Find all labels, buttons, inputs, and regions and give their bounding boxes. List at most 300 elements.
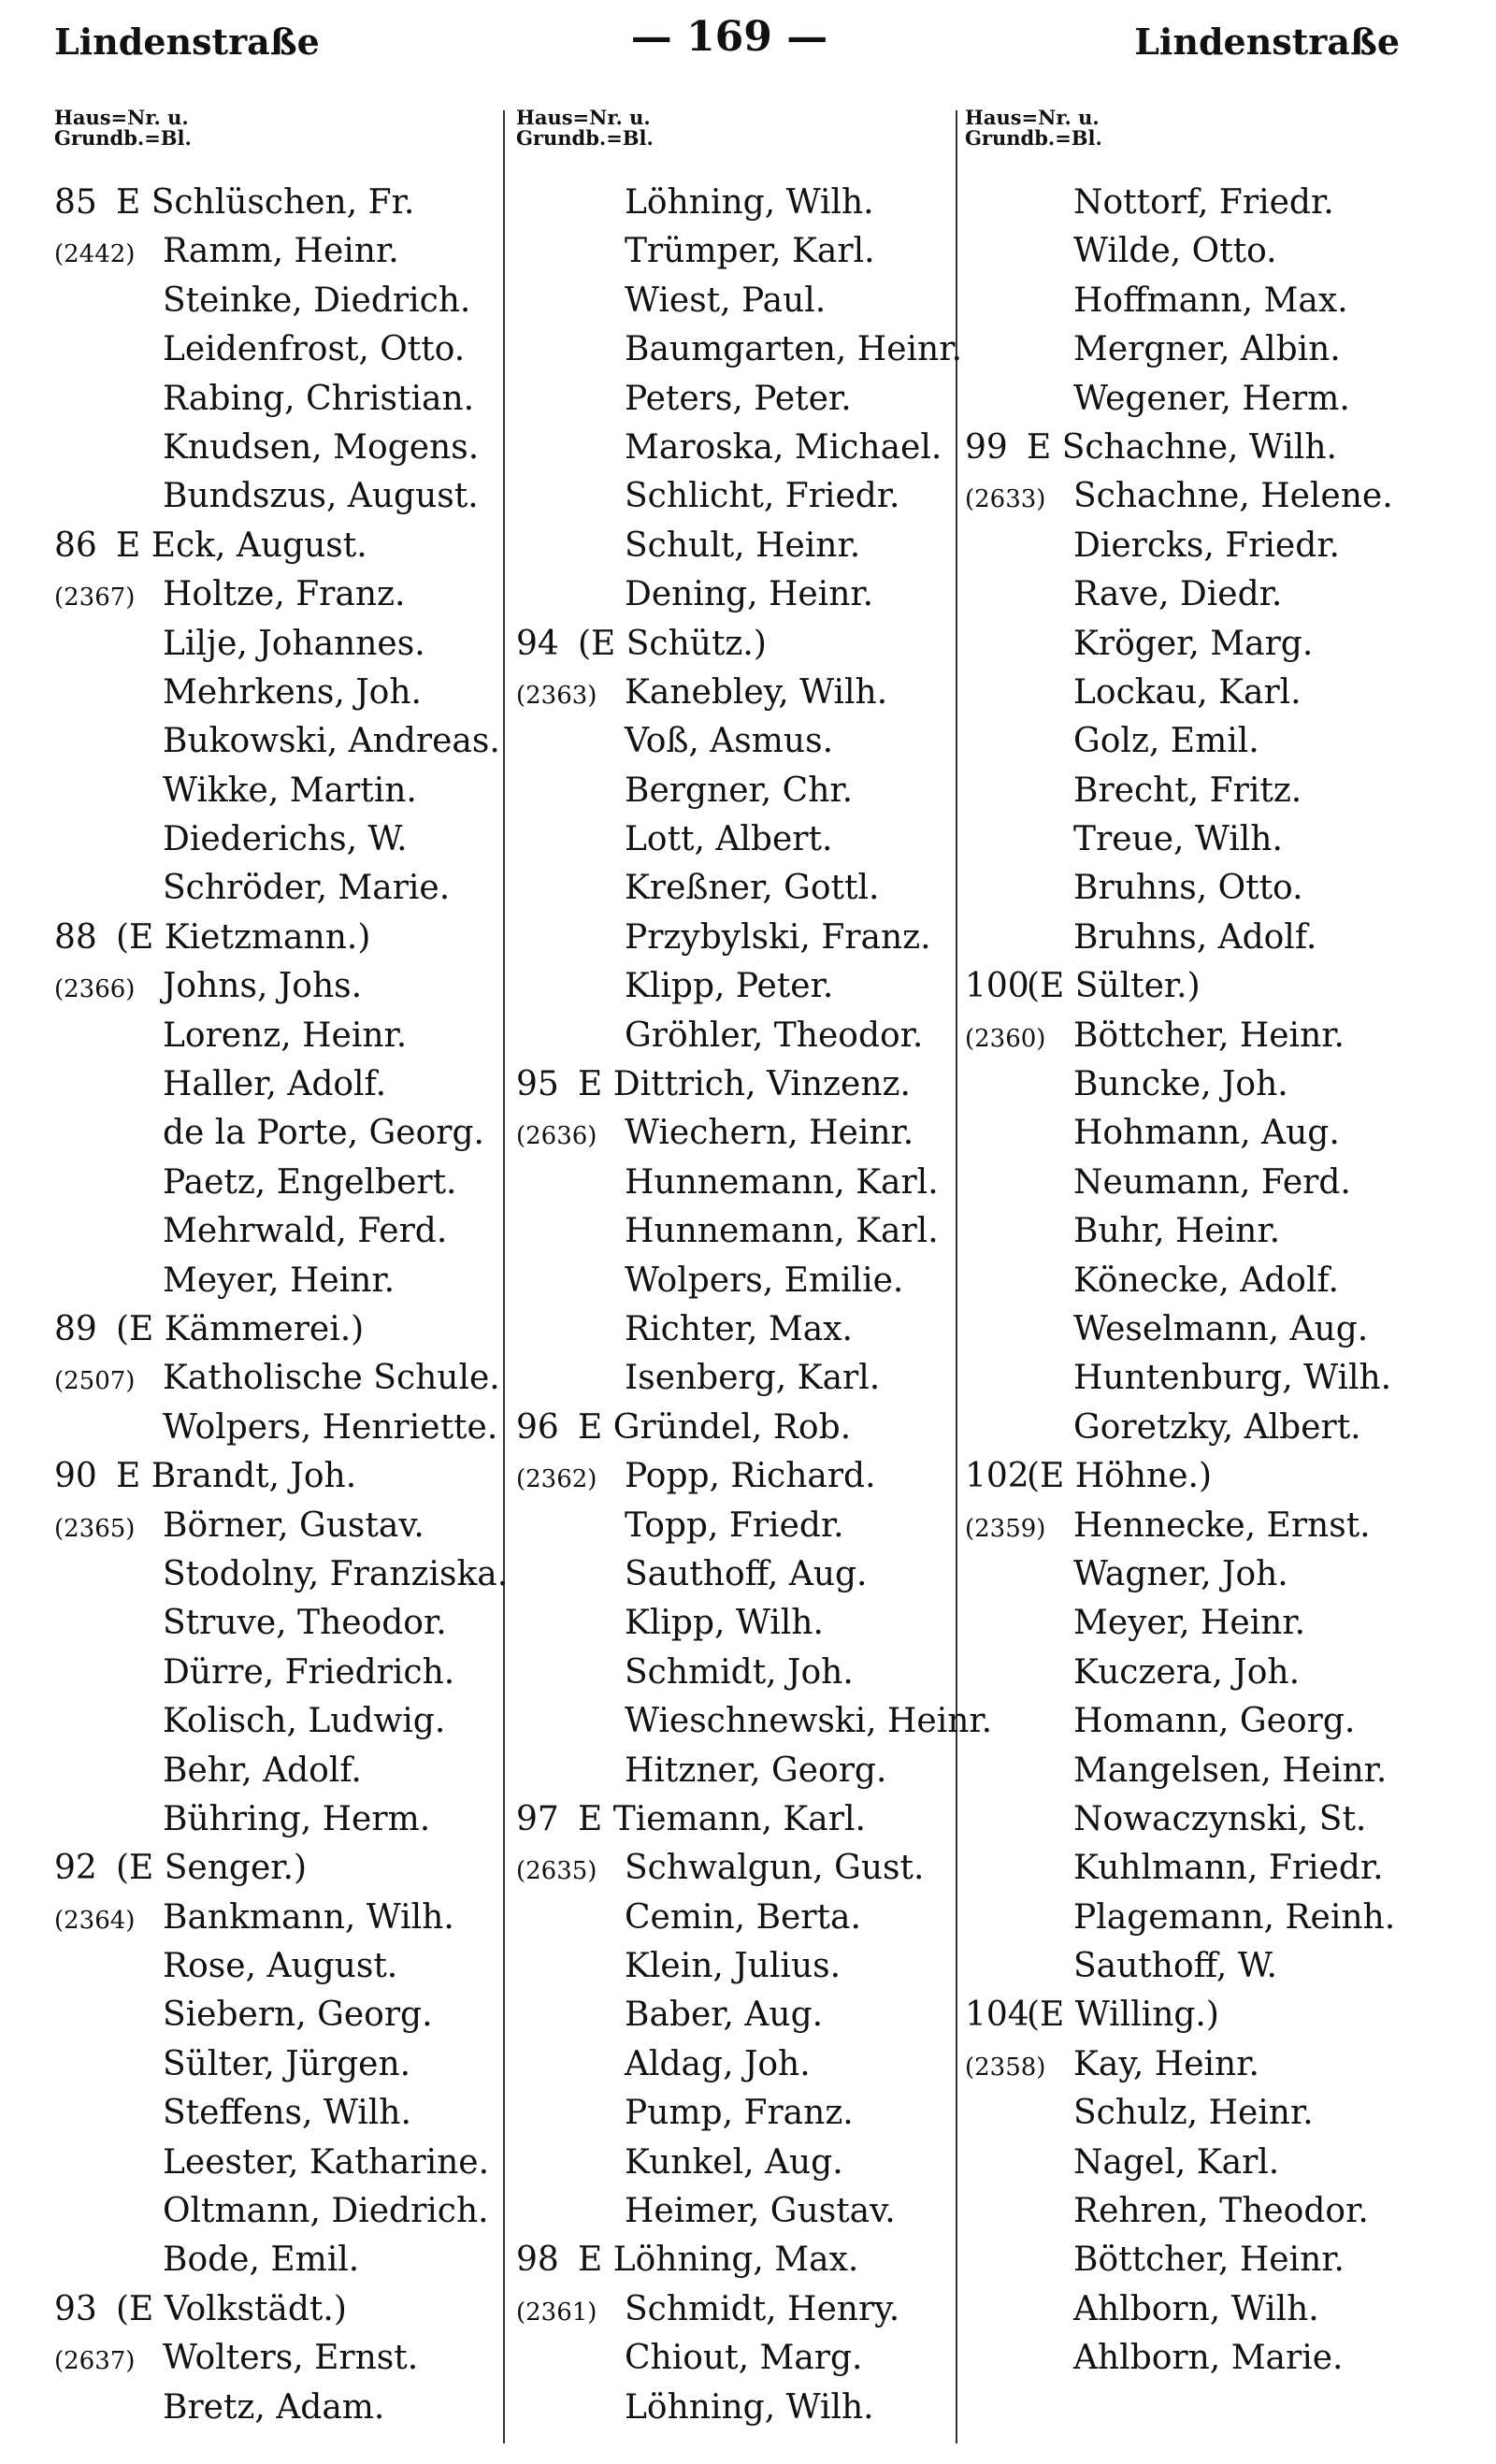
resident-name: Heimer, Gustav.	[625, 2192, 896, 2231]
resident-name: Lott, Albert.	[625, 820, 833, 859]
resident-entry	[516, 1942, 988, 1991]
resident-entry	[516, 1502, 988, 1550]
resident-entry	[54, 669, 512, 717]
resident-entry	[54, 2384, 512, 2432]
house-entry	[516, 1404, 988, 1452]
resident-name: Paetz, Engelbert.	[163, 1162, 457, 1202]
resident-name: Isenberg, Karl.	[625, 1359, 881, 1398]
resident-name: Stodolny, Franziska.	[163, 1554, 509, 1593]
grundbuch-number: (2360)	[965, 1024, 1046, 1053]
resident-entry	[54, 1599, 512, 1648]
resident-name: Kolisch, Ludwig.	[163, 1702, 446, 1741]
resident-entry	[516, 815, 988, 864]
resident-entry	[965, 2285, 1442, 2334]
resident-entry	[516, 962, 988, 1011]
resident-entry	[965, 570, 1442, 619]
resident-name: Voß, Asmus.	[625, 722, 834, 761]
resident-name: Kanebley, Wilh.	[625, 672, 888, 712]
house-number: 86	[54, 526, 97, 565]
resident-entry: Mergner, Albin.	[1073, 330, 1341, 369]
resident-name: Weselmann, Aug.	[1073, 1309, 1369, 1348]
grundbuch-number: (2507)	[54, 1367, 136, 1396]
resident-entry	[516, 1599, 988, 1648]
resident-name: Könecke, Adolf.	[1073, 1261, 1339, 1300]
resident-entry	[965, 717, 1442, 766]
house-number: 100	[965, 967, 1029, 1006]
resident-name: Johns, Johs.	[163, 967, 363, 1006]
resident-entry	[54, 2187, 512, 2236]
resident-entry: Dening, Heinr.	[625, 575, 874, 614]
resident-name: Plagemann, Reinh.	[1073, 1897, 1396, 1937]
resident-name: Bode, Emil.	[163, 2241, 360, 2280]
resident-name: Siebern, Georg.	[163, 1996, 433, 2035]
owner-name: E Schlüschen, Fr.	[116, 183, 415, 222]
resident-name: Bruhns, Adolf.	[1073, 917, 1317, 957]
resident-name: Wolpers, Emilie.	[625, 1261, 904, 1300]
resident-entry	[54, 1502, 512, 1550]
resident-entry: Schult, Heinr.	[625, 526, 861, 565]
resident-entry	[54, 424, 512, 472]
resident-name: Mehrwald, Ferd.	[163, 1212, 448, 1251]
owner-name: (E Schütz.)	[578, 624, 767, 663]
resident-entry	[516, 669, 988, 717]
resident-entry	[54, 1257, 512, 1305]
resident-entry	[54, 1354, 512, 1403]
resident-entry: Hoffmann, Max.	[1073, 281, 1348, 320]
house-number: 98	[516, 2241, 559, 2280]
house-number: 96	[516, 1407, 559, 1447]
house-number: 93	[54, 2289, 97, 2328]
resident-name: Przybylski, Franz.	[625, 917, 931, 957]
resident-entry	[516, 2187, 988, 2236]
grundbuch-number: (2364)	[54, 1906, 136, 1935]
house-entry	[54, 1844, 512, 1893]
house-entry	[965, 1452, 1442, 1501]
resident-entry	[516, 2334, 988, 2383]
resident-entry	[965, 2334, 1442, 2383]
resident-entry	[54, 1697, 512, 1746]
resident-entry: Wegener, Herm.	[1073, 379, 1350, 418]
resident-name: Steinke, Diedrich.	[163, 281, 471, 320]
resident-entry	[965, 1012, 1442, 1060]
house-number: 104	[965, 1996, 1029, 2035]
resident-entry	[965, 1109, 1442, 1158]
resident-name: Bundszus, August.	[163, 477, 479, 516]
resident-name: Diederichs, W.	[163, 820, 408, 859]
column-header-line: Haus=Nr. u.	[54, 106, 189, 129]
resident-entry	[516, 1207, 988, 1256]
resident-name: Knudsen, Mogens.	[163, 427, 480, 467]
resident-entry	[965, 1257, 1442, 1305]
resident-name: Klipp, Peter.	[625, 967, 834, 1006]
owner-name: E Tiemann, Karl.	[578, 1799, 866, 1838]
resident-name: Böttcher, Heinr.	[1073, 2241, 1345, 2280]
resident-name: Schmidt, Joh.	[625, 1652, 854, 1692]
resident-entry	[516, 1894, 988, 1942]
resident-name: Klein, Julius.	[625, 1947, 842, 1986]
resident-name: Steffens, Wilh.	[163, 2094, 411, 2133]
resident-entry	[54, 1207, 512, 1256]
resident-name: Bühring, Herm.	[163, 1799, 431, 1838]
resident-name: Buhr, Heinr.	[1073, 1212, 1281, 1251]
resident-entry	[54, 2139, 512, 2187]
page-number: — 169 —	[630, 13, 828, 61]
resident-entry	[54, 1012, 512, 1060]
resident-entry	[54, 864, 512, 913]
resident-entry	[516, 1159, 988, 1207]
house-number: 90	[54, 1457, 97, 1496]
resident-entry	[965, 2040, 1442, 2089]
resident-entry	[516, 1257, 988, 1305]
house-entry	[965, 424, 1442, 472]
resident-name: Bruhns, Otto.	[1073, 869, 1303, 908]
grundbuch-number: (2361)	[516, 2298, 597, 2327]
resident-entry	[54, 2089, 512, 2138]
resident-entry	[54, 815, 512, 864]
resident-entry	[965, 1844, 1442, 1893]
resident-name: Rose, August.	[163, 1947, 398, 1986]
resident-name: Nowaczynski, St.	[1073, 1799, 1367, 1838]
resident-entry	[965, 2089, 1442, 2138]
column-header	[965, 108, 1442, 175]
owner-name: (E Kämmerei.)	[116, 1309, 365, 1348]
resident-entry	[54, 1550, 512, 1599]
resident-entry: Baumgarten, Heinr.	[625, 330, 962, 369]
resident-entry	[965, 522, 1442, 570]
resident-name: Baber, Aug.	[625, 1996, 824, 2035]
resident-entry	[516, 1305, 988, 1354]
resident-name: Holtze, Franz.	[163, 575, 406, 614]
resident-entry	[54, 962, 512, 1011]
running-head-right: Lindenstraße	[1134, 21, 1400, 63]
resident-entry	[965, 472, 1442, 521]
resident-name: Schulz, Heinr.	[1073, 2094, 1314, 2133]
grundbuch-number: (2366)	[54, 975, 136, 1004]
resident-entry	[965, 1599, 1442, 1648]
grundbuch-number: (2636)	[516, 1122, 597, 1151]
owner-name: E Löhning, Max.	[578, 2241, 859, 2280]
resident-name: Goretzky, Albert.	[1073, 1407, 1361, 1447]
resident-entry	[516, 1012, 988, 1060]
house-entry	[54, 914, 512, 962]
resident-name: Oltmann, Diedrich.	[163, 2192, 489, 2231]
resident-entry	[54, 1109, 512, 1158]
resident-entry	[965, 1894, 1442, 1942]
resident-entry	[54, 1404, 512, 1452]
resident-entry	[54, 620, 512, 669]
resident-entry	[54, 2334, 512, 2383]
column-header-line: Grundb.=Bl.	[516, 126, 654, 150]
grundbuch-number: (2637)	[54, 2347, 136, 2376]
resident-name: Rave, Diedr.	[1073, 575, 1283, 614]
resident-entry	[54, 325, 512, 374]
resident-name: Pump, Franz.	[625, 2094, 854, 2133]
resident-entry	[965, 1404, 1442, 1452]
resident-name: Kuhlmann, Friedr.	[1073, 1849, 1384, 1888]
house-entry	[965, 1991, 1442, 2039]
resident-entry	[965, 620, 1442, 669]
resident-entry	[965, 864, 1442, 913]
resident-entry	[965, 1649, 1442, 1697]
resident-entry	[54, 2040, 512, 2089]
grundbuch-number: (2442)	[54, 240, 136, 269]
resident-name: Richter, Max.	[625, 1309, 853, 1348]
house-entry	[516, 1060, 988, 1109]
resident-entry	[965, 1305, 1442, 1354]
owner-name: (E Kietzmann.)	[116, 917, 371, 957]
resident-name: Haller, Adolf.	[163, 1065, 387, 1104]
resident-name: Kay, Heinr.	[1073, 2044, 1259, 2083]
owner-name: (E Senger.)	[116, 1849, 308, 1888]
resident-name: Huntenburg, Wilh.	[1073, 1359, 1392, 1398]
running-head-left: Lindenstraße	[54, 21, 320, 63]
resident-entry	[965, 1942, 1442, 1991]
owner-name: (E Willing.)	[1027, 1996, 1219, 2035]
resident-name: Gröhler, Theodor.	[625, 1016, 924, 1055]
resident-entry: Wilde, Otto.	[1073, 232, 1277, 271]
grundbuch-number: (2367)	[54, 584, 136, 612]
resident-name: Dürre, Friedrich.	[163, 1652, 455, 1692]
house-entry	[516, 2236, 988, 2284]
resident-entry	[516, 717, 988, 766]
resident-entry	[54, 1747, 512, 1795]
house-entry	[54, 179, 512, 227]
resident-entry	[516, 1697, 993, 1746]
house-entry	[54, 522, 512, 570]
resident-entry	[516, 2139, 988, 2187]
resident-name: Meyer, Heinr.	[163, 1261, 396, 1300]
resident-entry	[54, 227, 512, 276]
grundbuch-number: (2633)	[965, 485, 1046, 514]
resident-entry	[965, 1747, 1442, 1795]
column-header-line: Haus=Nr. u.	[516, 106, 651, 129]
resident-name: Golz, Emil.	[1073, 722, 1259, 761]
house-number: 95	[516, 1065, 559, 1104]
resident-entry	[965, 1697, 1442, 1746]
resident-name: Schmidt, Henry.	[625, 2289, 900, 2328]
resident-name: Leester, Katharine.	[163, 2142, 490, 2182]
resident-entry	[516, 1844, 988, 1893]
resident-name: Hunnemann, Karl.	[625, 1212, 939, 1251]
resident-name: Wolpers, Henriette.	[163, 1407, 498, 1447]
owner-name: E Eck, August.	[116, 526, 367, 565]
resident-entry	[516, 2040, 988, 2089]
house-entry	[965, 962, 1442, 1011]
resident-entry	[516, 1109, 988, 1158]
resident-entry	[516, 1550, 988, 1599]
directory-column-3	[965, 108, 1442, 2384]
resident-name: Cemin, Berta.	[625, 1897, 861, 1937]
resident-entry: Trümper, Karl.	[625, 232, 875, 271]
resident-name: Wieschnewski, Heinr.	[625, 1702, 993, 1741]
resident-entry	[965, 669, 1442, 717]
resident-name: Rehren, Theodor.	[1073, 2192, 1369, 2231]
grundbuch-number: (2363)	[516, 681, 597, 710]
resident-name: Mehrkens, Joh.	[163, 672, 422, 712]
resident-name: Popp, Richard.	[625, 1457, 876, 1496]
owner-name: E Brandt, Joh.	[116, 1457, 357, 1496]
house-entry	[54, 1305, 512, 1354]
grundbuch-number: (2365)	[54, 1514, 136, 1543]
resident-name: Hunnemann, Karl.	[625, 1162, 939, 1202]
resident-name: Sauthoff, Aug.	[625, 1554, 868, 1593]
resident-name: Hohmann, Aug.	[1073, 1114, 1340, 1153]
resident-entry	[965, 815, 1442, 864]
resident-name: Homann, Georg.	[1073, 1702, 1356, 1741]
resident-entry	[965, 2139, 1442, 2187]
house-number: 97	[516, 1799, 559, 1838]
resident-entry	[965, 2187, 1442, 2236]
resident-name: Ahlborn, Marie.	[1073, 2339, 1344, 2378]
resident-name: Bankmann, Wilh.	[163, 1897, 454, 1937]
resident-entry: Maroska, Michael.	[625, 427, 942, 467]
resident-entry	[965, 914, 1442, 962]
resident-name: Brecht, Fritz.	[1073, 771, 1302, 810]
resident-entry	[516, 2285, 988, 2334]
column-header-line: Grundb.=Bl.	[965, 126, 1102, 150]
resident-name: Behr, Adolf.	[163, 1751, 362, 1790]
resident-entry	[516, 767, 988, 815]
resident-entry: Schlicht, Friedr.	[625, 477, 900, 516]
resident-name: Hennecke, Ernst.	[1073, 1506, 1371, 1545]
column-header-line: Grundb.=Bl.	[54, 126, 192, 150]
resident-name: Klipp, Wilh.	[625, 1604, 824, 1643]
resident-name: Kuczera, Joh.	[1073, 1652, 1301, 1692]
resident-name: Topp, Friedr.	[625, 1506, 844, 1545]
resident-entry: Nottorf, Friedr.	[1073, 183, 1334, 222]
resident-entry	[516, 1991, 988, 2039]
owner-name: (E Höhne.)	[1027, 1457, 1212, 1496]
house-number: 94	[516, 624, 559, 663]
resident-entry	[965, 1207, 1442, 1256]
column-header	[54, 108, 512, 175]
house-number: 99	[965, 427, 1008, 467]
house-number: 85	[54, 183, 97, 222]
resident-entry	[54, 1649, 512, 1697]
resident-entry	[516, 1452, 988, 1501]
resident-entry	[965, 1502, 1442, 1550]
owner-name: E Dittrich, Vinzenz.	[578, 1065, 911, 1104]
resident-entry	[516, 864, 988, 913]
house-number: 89	[54, 1309, 97, 1348]
resident-name: Schwalgun, Gust.	[625, 1849, 925, 1888]
resident-name: Ahlborn, Wilh.	[1073, 2289, 1319, 2328]
resident-entry	[516, 1649, 988, 1697]
resident-name: Hitzner, Georg.	[625, 1751, 887, 1790]
resident-entry	[54, 472, 512, 521]
resident-entry	[965, 1795, 1442, 1844]
grundbuch-number: (2358)	[965, 2053, 1046, 2082]
resident-name: Sülter, Jürgen.	[163, 2044, 411, 2083]
resident-name: Bukowski, Andreas.	[163, 722, 500, 761]
resident-name: Chiout, Marg.	[625, 2339, 863, 2378]
resident-name: Rabing, Christian.	[163, 379, 475, 418]
resident-name: Böttcher, Heinr.	[1073, 1016, 1345, 1055]
resident-entry	[965, 1060, 1442, 1109]
resident-name: Leidenfrost, Otto.	[163, 330, 466, 369]
resident-name: de la Porte, Georg.	[163, 1114, 484, 1153]
resident-entry	[54, 570, 512, 619]
resident-entry	[965, 2236, 1442, 2284]
owner-name: (E Sülter.)	[1027, 967, 1201, 1006]
resident-entry	[965, 1159, 1442, 1207]
resident-name: Bretz, Adam.	[163, 2387, 385, 2427]
resident-name: Löhning, Wilh.	[625, 2387, 874, 2427]
resident-name: Lilje, Johannes.	[163, 624, 425, 663]
resident-entry	[965, 1354, 1442, 1403]
resident-name: Meyer, Heinr.	[1073, 1604, 1306, 1643]
resident-name: Kröger, Marg.	[1073, 624, 1314, 663]
resident-name: Kunkel, Aug.	[625, 2142, 843, 2182]
resident-entry	[54, 717, 512, 766]
column-header-line: Haus=Nr. u.	[965, 106, 1100, 129]
house-entry	[54, 1452, 512, 1501]
resident-name: Struve, Theodor.	[163, 1604, 447, 1643]
resident-entry	[516, 1354, 988, 1403]
resident-entry	[54, 1159, 512, 1207]
resident-entry	[54, 1991, 512, 2039]
resident-entry: Löhning, Wilh.	[625, 183, 874, 222]
house-entry	[516, 1795, 988, 1844]
directory-column-1	[54, 108, 512, 2432]
resident-entry	[54, 2236, 512, 2284]
grundbuch-number: (2362)	[516, 1465, 597, 1494]
resident-entry	[965, 767, 1442, 815]
resident-name: Katholische Schule.	[163, 1359, 500, 1398]
owner-name: (E Volkstädt.)	[116, 2289, 347, 2328]
resident-entry	[54, 1060, 512, 1109]
resident-entry: Wiest, Paul.	[625, 281, 827, 320]
resident-name: Wiechern, Heinr.	[625, 1114, 914, 1153]
resident-entry	[54, 375, 512, 424]
house-entry	[54, 2285, 512, 2334]
owner-name: E Gründel, Rob.	[578, 1407, 852, 1447]
house-number: 88	[54, 917, 97, 957]
resident-name: Wagner, Joh.	[1073, 1554, 1288, 1593]
resident-name: Diercks, Friedr.	[1073, 526, 1340, 565]
resident-name: Schröder, Marie.	[163, 869, 451, 908]
directory-column-2	[516, 106, 993, 2432]
resident-entry	[54, 277, 512, 325]
resident-entry	[516, 914, 988, 962]
column-header	[516, 108, 988, 175]
resident-name: Sauthoff, W.	[1073, 1947, 1277, 1986]
house-number: 102	[965, 1457, 1029, 1496]
resident-entry	[516, 1747, 988, 1795]
grundbuch-number: (2359)	[965, 1514, 1046, 1543]
resident-name: Ramm, Heinr.	[163, 232, 399, 271]
resident-name: Aldag, Joh.	[625, 2044, 811, 2083]
grundbuch-number: (2635)	[516, 1857, 597, 1886]
resident-entry	[516, 2089, 988, 2138]
resident-entry	[516, 2384, 988, 2432]
resident-entry	[54, 767, 512, 815]
resident-name: Mangelsen, Heinr.	[1073, 1751, 1388, 1790]
resident-name: Lockau, Karl.	[1073, 672, 1302, 712]
resident-entry	[54, 1894, 512, 1942]
resident-name: Neumann, Ferd.	[1073, 1162, 1351, 1202]
resident-name: Wolters, Ernst.	[163, 2339, 419, 2378]
resident-name: Nagel, Karl.	[1073, 2142, 1280, 2182]
resident-name: Bergner, Chr.	[625, 771, 854, 810]
resident-name: Lorenz, Heinr.	[163, 1016, 408, 1055]
resident-name: Buncke, Joh.	[1073, 1065, 1288, 1104]
resident-name: Börner, Gustav.	[163, 1506, 424, 1545]
resident-entry	[965, 1550, 1442, 1599]
resident-entry: Peters, Peter.	[625, 379, 852, 418]
resident-name: Wikke, Martin.	[163, 771, 417, 810]
house-number: 92	[54, 1849, 97, 1888]
